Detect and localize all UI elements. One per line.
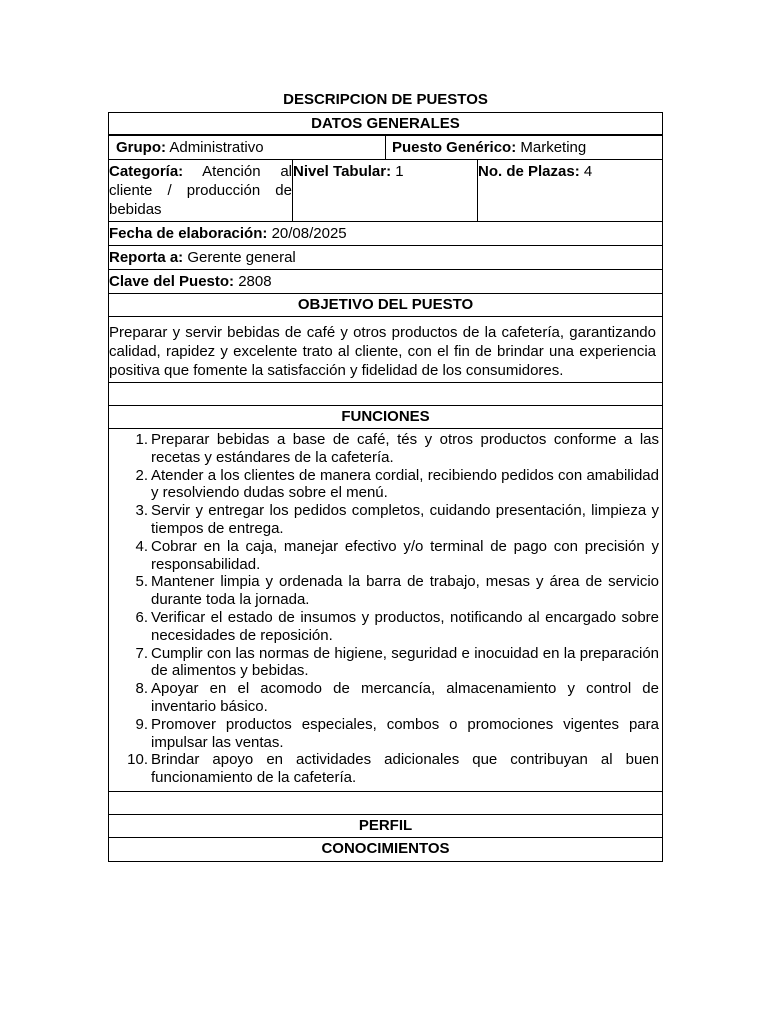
categoria-row: [109, 160, 662, 222]
list-item-number: 1.: [135, 431, 148, 448]
fecha-value: 20/08/2025: [271, 225, 347, 242]
list-item-text: Promover productos especiales, combos o promociones vigentes para impulsar las ventas.: [151, 715, 659, 751]
list-item: [109, 609, 659, 645]
list-item-number: 9.: [135, 715, 148, 733]
list-item: [109, 467, 659, 503]
plazas-cell: [478, 160, 662, 221]
categoria-value: Atención al cliente / producción de bebidas: [109, 163, 292, 218]
reporta-row: [109, 246, 662, 270]
list-item-number: 3.: [135, 502, 148, 520]
document-title: DESCRIPCION DE PUESTOS: [283, 91, 488, 108]
reporta-value: Gerente general: [187, 249, 296, 266]
clave-value: 2808: [238, 273, 272, 290]
job-description-table: [108, 112, 663, 862]
nivel-value: 1: [395, 163, 404, 180]
objetivo-text: Preparar y servir bebidas de café y otros productos de la cafetería, garantizando calidad, rapidez y excelente trato al cliente, con el fin de brindar una experiencia positiva que fomente la satisfacción y fidelidad de los consumidores.: [109, 317, 662, 383]
nivel-cell: [293, 160, 478, 221]
plazas-label: No. de Plazas:: [478, 163, 580, 180]
conocimientos-heading: CONOCIMIENTOS: [321, 840, 450, 857]
list-item-text: Apoyar en el acomodo de mercancía, almacenamiento y control de inventario básico.: [151, 680, 659, 715]
puesto-cell: [386, 136, 662, 159]
grupo-label: Grupo:: [116, 139, 166, 156]
clave-label: Clave del Puesto:: [109, 273, 235, 290]
blank-row: [109, 792, 662, 815]
list-item: [109, 573, 659, 609]
plazas-value: 4: [583, 163, 593, 180]
funciones-heading: FUNCIONES: [109, 406, 662, 429]
puesto-label: Puesto Genérico:: [392, 139, 517, 156]
fecha-label: Fecha de elaboración:: [109, 225, 268, 242]
list-item-number: 2.: [135, 466, 148, 484]
list-item-text: Atender a los clientes de manera cordial, recibiendo pedidos con amabilidad y resolviendo dudas sobre el menú.: [151, 466, 659, 502]
categoria-cell: [109, 160, 293, 221]
grupo-cell: [109, 136, 386, 159]
clave-row: [109, 270, 662, 294]
list-item-number: 8.: [135, 680, 148, 698]
list-item-number: 10.: [127, 751, 148, 769]
grupo-puesto-row: [109, 136, 662, 160]
list-item-text: Cobrar en la caja, manejar efectivo y/o terminal de pago con precisión y responsabilidad.: [151, 537, 659, 573]
list-item: [109, 431, 659, 467]
list-item-number: 5.: [135, 573, 148, 591]
list-item-text: Preparar bebidas a base de café, tés y otros productos conforme a las recetas y estándares de la cafetería.: [151, 431, 659, 466]
list-item: [109, 716, 659, 752]
list-item-text: Brindar apoyo en actividades adicionales que contribuyan al buen funcionamiento de la cafetería.: [151, 751, 659, 787]
nivel-label: Nivel Tabular:: [293, 163, 392, 180]
list-item-number: 7.: [135, 644, 148, 662]
list-item-text: Servir y entregar los pedidos completos, cuidando presentación, limpieza y tiempos de entrega.: [151, 502, 659, 537]
list-item: [109, 502, 659, 538]
blank-row: [109, 383, 662, 406]
reporta-label: Reporta a:: [109, 249, 184, 266]
list-item: [109, 538, 659, 574]
list-item-number: 6.: [135, 608, 148, 626]
funciones-list: [109, 429, 662, 791]
objetivo-heading: OBJETIVO DEL PUESTO: [109, 294, 662, 317]
list-item-text: Cumplir con las normas de higiene, seguridad e inocuidad en la preparación de alimentos y bebidas.: [151, 644, 659, 680]
categoria-label: Categoría:: [109, 163, 184, 180]
list-item: [109, 751, 659, 787]
grupo-value: Administrativo: [169, 139, 264, 156]
list-item-number: 4.: [135, 537, 148, 555]
funciones-cell: [109, 429, 662, 792]
datos-generales-heading: DATOS GENERALES: [109, 113, 662, 136]
fecha-row: [109, 222, 662, 246]
perfil-heading: PERFIL: [109, 815, 662, 838]
puesto-value: Marketing: [520, 139, 587, 156]
list-item: [109, 680, 659, 716]
list-item: [109, 645, 659, 681]
list-item-text: Verificar el estado de insumos y productos, notificando al encargado sobre necesidades de reposición.: [151, 608, 659, 644]
list-item-text: Mantener limpia y ordenada la barra de trabajo, mesas y área de servicio durante toda la jornada.: [151, 573, 659, 609]
